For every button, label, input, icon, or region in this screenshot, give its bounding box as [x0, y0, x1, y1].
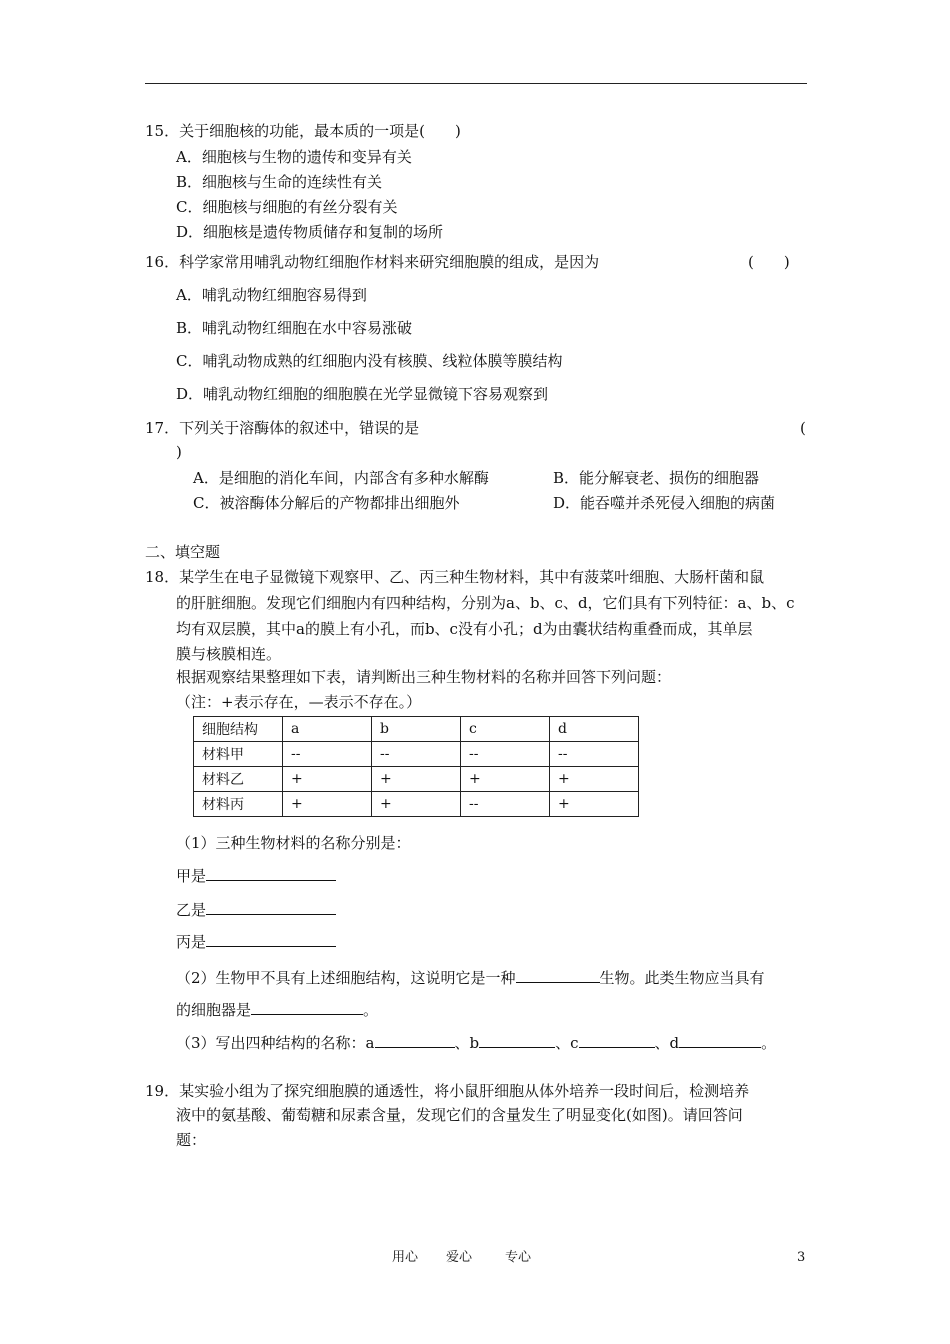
q18-sub2-text-c: 的细胞器是 [176, 1001, 252, 1019]
sub3-end: 。 [761, 1034, 777, 1052]
q15-option-c: C．细胞核与细胞的有丝分裂有关 [176, 198, 398, 216]
table-header-row [194, 717, 639, 742]
q18-line-3: 均有双层膜，其中a的膜上有小孔，而b、c没有小孔；d为由囊状结构重叠而成，其单层 [176, 620, 753, 638]
observation-table [193, 716, 639, 817]
structure-d-blank[interactable] [679, 1031, 761, 1048]
q18-sub3-line [176, 1031, 776, 1053]
table-cell: -- [372, 742, 461, 767]
table-row [194, 767, 639, 792]
q18-sub2-end: 。 [363, 1001, 379, 1019]
q17-option-b: B．能分解衰老、损伤的细胞器 [553, 469, 760, 487]
table-header-cell: b [372, 717, 461, 742]
q16-option-a: A．哺乳动物红细胞容易得到 [176, 286, 367, 304]
sep-c: 、c [555, 1034, 579, 1052]
table-cell: + [461, 767, 550, 792]
table-cell: 材料丙 [194, 792, 283, 817]
bing-blank[interactable] [206, 930, 336, 947]
q17-paren-close: ) [176, 443, 182, 461]
footer-text-3: 专心 [505, 1250, 532, 1265]
answer-line-jia [176, 864, 336, 886]
q18-sub3-label: （3）写出四种结构的名称：a [176, 1034, 375, 1052]
q18-sub1: （1）三种生物材料的名称分别是： [176, 834, 411, 852]
structure-a-blank[interactable] [375, 1031, 455, 1048]
q15-option-d: D．细胞核是遗传物质储存和复制的场所 [176, 223, 444, 241]
structure-c-blank[interactable] [579, 1031, 655, 1048]
q17-paren-open: ( [800, 419, 806, 437]
structure-b-blank[interactable] [479, 1031, 555, 1048]
table-header-cell: a [283, 717, 372, 742]
page-number: 3 [797, 1250, 806, 1265]
q18-line-5: 根据观察结果整理如下表，请判断出三种生物材料的名称并回答下列问题： [176, 668, 672, 686]
table-header-cell: d [550, 717, 639, 742]
sep-d: 、d [654, 1034, 680, 1052]
sep-b: 、b [454, 1034, 480, 1052]
table-cell: 材料甲 [194, 742, 283, 767]
table-cell: + [372, 792, 461, 817]
q18-sub2-text-b: 生物。此类生物应当具有 [599, 969, 765, 987]
q19-line-3: 题： [176, 1131, 207, 1149]
q18-line-2: 的肝脏细胞。发现它们细胞内有四种结构，分别为a、b、c、d，它们具有下列特征：a、b、c [176, 594, 795, 612]
table-cell: -- [461, 742, 550, 767]
yi-blank[interactable] [206, 898, 336, 915]
q19-line-1: 19．某实验小组为了探究细胞膜的通透性，将小鼠肝细胞从体外培养一段时间后，检测培养 [145, 1082, 750, 1100]
yi-label: 乙是 [176, 901, 207, 919]
answer-line-yi [176, 898, 336, 920]
table-cell: 材料乙 [194, 767, 283, 792]
table-cell: -- [550, 742, 639, 767]
q19-line-2: 液中的氨基酸、葡萄糖和尿素含量，发现它们的含量发生了明显变化(如图)。请回答问 [176, 1106, 743, 1124]
q16-option-d: D．哺乳动物红细胞的细胞膜在光学显微镜下容易观察到 [176, 385, 549, 403]
footer-text-1: 用心 [392, 1250, 419, 1265]
table-row [194, 792, 639, 817]
q15-stem: 15．关于细胞核的功能，最本质的一项是( ) [145, 122, 461, 140]
q16-option-c: C．哺乳动物成熟的红细胞内没有核膜、线粒体膜等膜结构 [176, 352, 563, 370]
q18-sub2-line2 [176, 998, 378, 1020]
q18-line-1: 18．某学生在电子显微镜下观察甲、乙、丙三种生物材料，其中有菠菜叶细胞、大肠杆菌和鼠 [145, 568, 765, 586]
table-cell: + [550, 792, 639, 817]
jia-label: 甲是 [176, 867, 207, 885]
organelle-blank[interactable] [251, 998, 363, 1015]
q15-option-b: B．细胞核与生命的连续性有关 [176, 173, 383, 191]
table-cell: + [283, 792, 372, 817]
table-row [194, 742, 639, 767]
table-cell: -- [461, 792, 550, 817]
q18-line-4: 膜与核膜相连。 [176, 645, 282, 663]
table-header-cell: c [461, 717, 550, 742]
q16-answer-paren: ( ) [748, 253, 790, 271]
answer-line-bing [176, 930, 336, 952]
q16-option-b: B．哺乳动物红细胞在水中容易涨破 [176, 319, 413, 337]
table-cell: + [283, 767, 372, 792]
q17-option-a: A．是细胞的消化车间，内部含有多种水解酶 [193, 469, 489, 487]
q18-sub2-text-a: （2）生物甲不具有上述细胞结构，这说明它是一种 [176, 969, 516, 987]
organism-type-blank[interactable] [516, 966, 600, 983]
section-heading: 二、填空题 [145, 543, 221, 561]
q16-stem: 16．科学家常用哺乳动物红细胞作材料来研究细胞膜的组成，是因为 [145, 253, 600, 271]
table-cell: + [372, 767, 461, 792]
table-cell: -- [283, 742, 372, 767]
bing-label: 丙是 [176, 933, 207, 951]
q17-option-d: D．能吞噬并杀死侵入细胞的病菌 [553, 494, 776, 512]
table-header-cell: 细胞结构 [194, 717, 283, 742]
q17-stem: 17．下列关于溶酶体的叙述中，错误的是 [145, 419, 420, 437]
jia-blank[interactable] [206, 864, 336, 881]
footer-text-2: 爱心 [446, 1250, 473, 1265]
table-cell: + [550, 767, 639, 792]
q15-option-a: A．细胞核与生物的遗传和变异有关 [176, 148, 412, 166]
q18-note: （注：+表示存在，—表示不存在。） [176, 693, 422, 711]
header-rule [145, 83, 807, 84]
q17-option-c: C．被溶酶体分解后的产物都排出细胞外 [193, 494, 460, 512]
q18-sub2-line1 [176, 966, 765, 988]
